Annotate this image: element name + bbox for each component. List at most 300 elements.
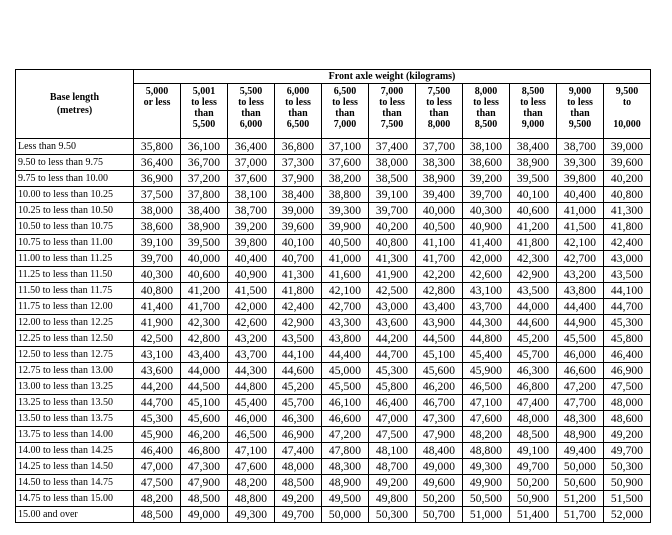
weight-range-end: 8,000 — [427, 119, 451, 130]
weight-value-cell: 45,900 — [134, 427, 181, 443]
weight-value-cell: 39,700 — [463, 187, 510, 203]
base-length-label: 9.50 to less than 9.75 — [16, 155, 134, 171]
weight-value-cell: 40,300 — [463, 203, 510, 219]
weight-value-cell: 38,300 — [416, 155, 463, 171]
table-body — [16, 139, 651, 523]
weight-value-cell: 45,600 — [181, 411, 228, 427]
weight-value-cell: 44,200 — [369, 331, 416, 347]
weight-value-cell: 48,200 — [134, 491, 181, 507]
weight-value-cell: 41,200 — [181, 283, 228, 299]
weight-range-start: 9,500 — [615, 86, 639, 97]
weight-range-connector: to less — [191, 97, 217, 108]
weight-value-cell: 37,500 — [134, 187, 181, 203]
table-row — [16, 491, 651, 507]
weight-value-cell: 42,300 — [181, 315, 228, 331]
weight-range-connector: to less — [567, 97, 593, 108]
weight-value-cell: 42,500 — [369, 283, 416, 299]
weight-value-cell: 48,900 — [322, 475, 369, 491]
weight-value-cell: 48,800 — [228, 491, 275, 507]
weight-range-connector: to less — [379, 97, 405, 108]
weight-value-cell: 40,400 — [557, 187, 604, 203]
weight-value-cell: 38,600 — [463, 155, 510, 171]
weight-value-cell: 44,400 — [322, 347, 369, 363]
weight-value-cell: 47,900 — [416, 427, 463, 443]
axle-weight-table — [15, 69, 651, 523]
weight-value-cell: 48,900 — [557, 427, 604, 443]
weight-value-cell: 48,000 — [275, 459, 322, 475]
weight-value-cell: 39,300 — [322, 203, 369, 219]
weight-range-connector: than — [335, 108, 355, 119]
weight-value-cell: 41,300 — [275, 267, 322, 283]
weight-value-cell: 47,700 — [557, 395, 604, 411]
weight-value-cell: 43,000 — [604, 251, 651, 267]
table-row — [16, 507, 651, 523]
weight-value-cell: 44,500 — [181, 379, 228, 395]
weight-value-cell: 37,300 — [275, 155, 322, 171]
weight-value-cell: 49,600 — [416, 475, 463, 491]
weight-range-start: 5,500 — [239, 86, 263, 97]
base-length-label: 12.00 to less than 12.25 — [16, 315, 134, 331]
table-row — [16, 395, 651, 411]
weight-range-start: 7,000 — [380, 86, 404, 97]
weight-value-cell: 36,700 — [181, 155, 228, 171]
weight-value-cell: 50,200 — [510, 475, 557, 491]
weight-value-cell: 47,800 — [322, 443, 369, 459]
weight-value-cell: 46,300 — [275, 411, 322, 427]
base-length-label: 12.25 to less than 12.50 — [16, 331, 134, 347]
weight-value-cell: 39,500 — [510, 171, 557, 187]
base-length-label: 13.50 to less than 13.75 — [16, 411, 134, 427]
weight-value-cell: 48,300 — [322, 459, 369, 475]
weight-value-cell: 49,500 — [322, 491, 369, 507]
weight-value-cell: 42,300 — [510, 251, 557, 267]
weight-value-cell: 40,600 — [181, 267, 228, 283]
weight-value-cell: 40,100 — [275, 235, 322, 251]
weight-value-cell: 43,200 — [228, 331, 275, 347]
weight-value-cell: 41,700 — [416, 251, 463, 267]
weight-value-cell: 39,900 — [322, 219, 369, 235]
weight-value-cell: 41,500 — [557, 219, 604, 235]
weight-value-cell: 37,200 — [181, 171, 228, 187]
weight-range-end: 7,500 — [380, 119, 404, 130]
weight-range-end: 6,000 — [239, 119, 263, 130]
weight-value-cell: 39,200 — [463, 171, 510, 187]
weight-value-cell: 41,600 — [322, 267, 369, 283]
weight-range-column-header — [228, 84, 275, 139]
weight-value-cell: 47,100 — [228, 443, 275, 459]
weight-value-cell: 49,300 — [463, 459, 510, 475]
weight-value-cell: 51,200 — [557, 491, 604, 507]
weight-value-cell: 38,800 — [322, 187, 369, 203]
weight-value-cell: 39,500 — [181, 235, 228, 251]
weight-value-cell: 47,100 — [463, 395, 510, 411]
weight-value-cell: 44,900 — [557, 315, 604, 331]
weight-value-cell: 41,200 — [510, 219, 557, 235]
weight-value-cell: 47,000 — [134, 459, 181, 475]
weight-value-cell: 48,700 — [369, 459, 416, 475]
weight-value-cell: 35,800 — [134, 139, 181, 155]
weight-value-cell: 41,300 — [369, 251, 416, 267]
weight-value-cell: 44,100 — [275, 347, 322, 363]
table-row — [16, 475, 651, 491]
weight-range-column-header — [275, 84, 322, 139]
weight-value-cell: 42,900 — [275, 315, 322, 331]
weight-range-end: 9,500 — [568, 119, 592, 130]
base-length-label: 13.00 to less than 13.25 — [16, 379, 134, 395]
weight-value-cell: 48,200 — [463, 427, 510, 443]
base-length-label: 10.50 to less than 10.75 — [16, 219, 134, 235]
weight-value-cell: 50,000 — [557, 459, 604, 475]
weight-value-cell: 40,500 — [322, 235, 369, 251]
weight-range-connector: or less — [143, 97, 171, 108]
weight-value-cell: 42,100 — [557, 235, 604, 251]
weight-value-cell: 46,400 — [134, 443, 181, 459]
weight-value-cell: 42,700 — [557, 251, 604, 267]
weight-value-cell: 39,000 — [604, 139, 651, 155]
base-length-label: 12.75 to less than 13.00 — [16, 363, 134, 379]
weight-value-cell: 50,000 — [322, 507, 369, 523]
weight-value-cell: 43,700 — [228, 347, 275, 363]
weight-value-cell: 43,200 — [557, 267, 604, 283]
weight-value-cell: 41,300 — [604, 203, 651, 219]
weight-value-cell: 40,000 — [416, 203, 463, 219]
weight-value-cell: 50,600 — [557, 475, 604, 491]
weight-value-cell: 47,200 — [322, 427, 369, 443]
weight-value-cell: 45,600 — [416, 363, 463, 379]
weight-value-cell: 49,200 — [369, 475, 416, 491]
weight-range-end: 9,000 — [521, 119, 545, 130]
weight-value-cell: 44,000 — [510, 299, 557, 315]
weight-range-end: 8,500 — [474, 119, 498, 130]
base-length-label: 10.75 to less than 11.00 — [16, 235, 134, 251]
weight-value-cell: 46,400 — [369, 395, 416, 411]
weight-value-cell: 36,900 — [134, 171, 181, 187]
weight-range-end: 7,000 — [333, 119, 357, 130]
weight-value-cell: 49,800 — [369, 491, 416, 507]
weight-value-cell: 43,100 — [463, 283, 510, 299]
table-row — [16, 363, 651, 379]
weight-value-cell: 38,700 — [557, 139, 604, 155]
weight-range-connector: to less — [238, 97, 264, 108]
base-length-header — [16, 70, 134, 139]
table-row — [16, 299, 651, 315]
table-row — [16, 443, 651, 459]
weight-value-cell: 45,300 — [604, 315, 651, 331]
weight-range-start: 9,000 — [568, 86, 592, 97]
weight-value-cell: 40,100 — [510, 187, 557, 203]
weight-range-connector: to — [622, 97, 632, 108]
weight-value-cell: 49,100 — [510, 443, 557, 459]
weight-range-connector: to less — [520, 97, 546, 108]
weight-value-cell: 49,200 — [604, 427, 651, 443]
weight-value-cell: 51,700 — [557, 507, 604, 523]
weight-range-column-header — [557, 84, 604, 139]
weight-value-cell: 47,400 — [275, 443, 322, 459]
base-length-unit-line: (metres) — [56, 105, 93, 116]
weight-value-cell: 50,300 — [604, 459, 651, 475]
weight-value-cell: 50,500 — [463, 491, 510, 507]
weight-value-cell: 37,100 — [322, 139, 369, 155]
weight-value-cell: 49,200 — [275, 491, 322, 507]
weight-value-cell: 38,400 — [181, 203, 228, 219]
weight-value-cell: 44,700 — [604, 299, 651, 315]
weight-value-cell: 46,600 — [557, 363, 604, 379]
weight-range-connector: than — [382, 108, 402, 119]
weight-value-cell: 39,600 — [604, 155, 651, 171]
weight-value-cell: 44,000 — [181, 363, 228, 379]
weight-value-cell: 47,600 — [463, 411, 510, 427]
weight-value-cell: 50,300 — [369, 507, 416, 523]
weight-value-cell: 40,700 — [275, 251, 322, 267]
weight-value-cell: 37,800 — [181, 187, 228, 203]
weight-value-cell: 41,800 — [510, 235, 557, 251]
weight-value-cell: 43,500 — [604, 267, 651, 283]
weight-value-cell: 49,400 — [557, 443, 604, 459]
weight-value-cell: 46,500 — [228, 427, 275, 443]
weight-value-cell: 38,900 — [181, 219, 228, 235]
weight-value-cell: 43,400 — [181, 347, 228, 363]
weight-value-cell: 44,600 — [510, 315, 557, 331]
table-row — [16, 283, 651, 299]
weight-range-connector: to less — [285, 97, 311, 108]
weight-value-cell: 45,500 — [557, 331, 604, 347]
weight-value-cell: 37,900 — [275, 171, 322, 187]
weight-value-cell: 41,900 — [134, 315, 181, 331]
table-row — [16, 171, 651, 187]
weight-value-cell: 40,200 — [604, 171, 651, 187]
base-length-label: 10.25 to less than 10.50 — [16, 203, 134, 219]
table-row — [16, 203, 651, 219]
weight-value-cell: 45,500 — [322, 379, 369, 395]
weight-value-cell: 45,700 — [510, 347, 557, 363]
weight-value-cell: 44,300 — [463, 315, 510, 331]
weight-value-cell: 37,600 — [228, 171, 275, 187]
weight-value-cell: 47,600 — [228, 459, 275, 475]
weight-range-start: 7,500 — [427, 86, 451, 97]
weight-value-cell: 41,500 — [228, 283, 275, 299]
weight-value-cell: 38,700 — [228, 203, 275, 219]
weight-value-cell: 42,400 — [604, 235, 651, 251]
weight-value-cell: 37,600 — [322, 155, 369, 171]
weight-value-cell: 48,000 — [604, 395, 651, 411]
weight-range-column-header — [369, 84, 416, 139]
weight-value-cell: 44,500 — [416, 331, 463, 347]
weight-value-cell: 50,900 — [510, 491, 557, 507]
weight-value-cell: 49,000 — [416, 459, 463, 475]
weight-value-cell: 39,000 — [275, 203, 322, 219]
weight-range-connector: than — [194, 108, 214, 119]
table-row — [16, 427, 651, 443]
weight-value-cell: 38,500 — [369, 171, 416, 187]
weight-value-cell: 49,300 — [228, 507, 275, 523]
weight-value-cell: 42,600 — [463, 267, 510, 283]
weight-value-cell: 42,800 — [181, 331, 228, 347]
weight-value-cell: 41,100 — [416, 235, 463, 251]
weight-range-start: 6,500 — [333, 86, 357, 97]
weight-value-cell: 43,300 — [322, 315, 369, 331]
weight-value-cell: 51,000 — [463, 507, 510, 523]
weight-value-cell: 42,000 — [228, 299, 275, 315]
weight-range-column-header — [463, 84, 510, 139]
table-row — [16, 187, 651, 203]
weight-value-cell: 45,300 — [134, 411, 181, 427]
base-length-label: 14.50 to less than 14.75 — [16, 475, 134, 491]
weight-value-cell: 44,700 — [369, 347, 416, 363]
weight-range-connector: to less — [332, 97, 358, 108]
front-axle-weight-header: Front axle weight (kilograms) — [134, 70, 651, 84]
weight-value-cell: 45,800 — [369, 379, 416, 395]
weight-range-connector: than — [570, 108, 590, 119]
weight-range-start: 8,500 — [521, 86, 545, 97]
weight-value-cell: 38,600 — [134, 219, 181, 235]
weight-value-cell: 39,400 — [416, 187, 463, 203]
weight-value-cell: 45,100 — [416, 347, 463, 363]
weight-value-cell: 48,300 — [557, 411, 604, 427]
base-length-label: Less than 9.50 — [16, 139, 134, 155]
weight-value-cell: 43,000 — [369, 299, 416, 315]
base-length-label: 12.50 to less than 12.75 — [16, 347, 134, 363]
weight-value-cell: 50,900 — [604, 475, 651, 491]
weight-value-cell: 39,700 — [134, 251, 181, 267]
weight-range-column-header — [416, 84, 463, 139]
weight-value-cell: 45,400 — [228, 395, 275, 411]
weight-range-connector: than — [241, 108, 261, 119]
weight-value-cell: 41,900 — [369, 267, 416, 283]
weight-value-cell: 42,200 — [416, 267, 463, 283]
weight-value-cell: 40,900 — [463, 219, 510, 235]
weight-range-connector: than — [288, 108, 308, 119]
table-row — [16, 155, 651, 171]
weight-value-cell: 44,600 — [275, 363, 322, 379]
base-length-label: 11.00 to less than 11.25 — [16, 251, 134, 267]
weight-value-cell: 40,500 — [416, 219, 463, 235]
weight-value-cell: 42,000 — [463, 251, 510, 267]
weight-range-end: 5,500 — [192, 119, 216, 130]
weight-value-cell: 48,500 — [275, 475, 322, 491]
base-length-label: 14.00 to less than 14.25 — [16, 443, 134, 459]
weight-value-cell: 42,800 — [416, 283, 463, 299]
weight-value-cell: 38,200 — [322, 171, 369, 187]
weight-value-cell: 46,700 — [416, 395, 463, 411]
weight-value-cell: 46,800 — [510, 379, 557, 395]
weight-value-cell: 47,500 — [369, 427, 416, 443]
weight-value-cell: 43,400 — [416, 299, 463, 315]
weight-range-column-header — [181, 84, 228, 139]
weight-value-cell: 40,900 — [228, 267, 275, 283]
weight-value-cell: 39,200 — [228, 219, 275, 235]
weight-range-column-header — [510, 84, 557, 139]
weight-value-cell: 38,900 — [510, 155, 557, 171]
weight-value-cell: 42,500 — [134, 331, 181, 347]
weight-value-cell: 40,800 — [604, 187, 651, 203]
weight-range-connector: to less — [426, 97, 452, 108]
weight-value-cell: 47,000 — [369, 411, 416, 427]
base-length-label: 10.00 to less than 10.25 — [16, 187, 134, 203]
weight-range-column-header — [604, 84, 651, 139]
table-row — [16, 379, 651, 395]
table-row — [16, 459, 651, 475]
base-length-label: 13.25 to less than 13.50 — [16, 395, 134, 411]
weight-value-cell: 39,800 — [557, 171, 604, 187]
weight-value-cell: 48,500 — [510, 427, 557, 443]
weight-value-cell: 42,400 — [275, 299, 322, 315]
table-row — [16, 267, 651, 283]
weight-value-cell: 43,500 — [275, 331, 322, 347]
weight-value-cell: 39,700 — [369, 203, 416, 219]
weight-value-cell: 41,400 — [463, 235, 510, 251]
weight-range-start: 5,000 — [145, 86, 169, 97]
weight-value-cell: 43,700 — [463, 299, 510, 315]
weight-value-cell: 50,200 — [416, 491, 463, 507]
base-length-label: 13.75 to less than 14.00 — [16, 427, 134, 443]
weight-value-cell: 46,000 — [557, 347, 604, 363]
weight-value-cell: 46,200 — [416, 379, 463, 395]
weight-value-cell: 45,300 — [369, 363, 416, 379]
weight-value-cell: 48,500 — [181, 491, 228, 507]
base-length-label: 11.75 to less than 12.00 — [16, 299, 134, 315]
weight-value-cell: 40,200 — [369, 219, 416, 235]
weight-value-cell: 40,400 — [228, 251, 275, 267]
weight-value-cell: 41,800 — [604, 219, 651, 235]
weight-value-cell: 43,600 — [134, 363, 181, 379]
weight-value-cell: 46,100 — [322, 395, 369, 411]
weight-value-cell: 46,600 — [322, 411, 369, 427]
weight-value-cell: 45,700 — [275, 395, 322, 411]
weight-value-cell: 39,800 — [228, 235, 275, 251]
weight-value-cell: 46,900 — [604, 363, 651, 379]
weight-value-cell: 51,400 — [510, 507, 557, 523]
weight-value-cell: 38,400 — [510, 139, 557, 155]
weight-value-cell: 48,400 — [416, 443, 463, 459]
weight-value-cell: 40,800 — [134, 283, 181, 299]
weight-value-cell: 38,100 — [228, 187, 275, 203]
weight-value-cell: 44,400 — [557, 299, 604, 315]
weight-value-cell: 38,000 — [369, 155, 416, 171]
weight-value-cell: 36,400 — [228, 139, 275, 155]
weight-value-cell: 43,500 — [510, 283, 557, 299]
weight-value-cell: 42,100 — [322, 283, 369, 299]
table-row — [16, 347, 651, 363]
weight-value-cell: 47,400 — [510, 395, 557, 411]
weight-value-cell: 45,900 — [463, 363, 510, 379]
base-length-header-line: Base length — [49, 92, 100, 103]
weight-value-cell: 37,700 — [416, 139, 463, 155]
base-length-label: 11.25 to less than 11.50 — [16, 267, 134, 283]
weight-value-cell: 42,700 — [322, 299, 369, 315]
weight-value-cell: 44,800 — [463, 331, 510, 347]
table-row — [16, 251, 651, 267]
weight-value-cell: 39,100 — [134, 235, 181, 251]
weight-value-cell: 41,000 — [322, 251, 369, 267]
weight-value-cell: 48,600 — [604, 411, 651, 427]
weight-range-start: 5,001 — [192, 86, 216, 97]
weight-value-cell: 49,000 — [181, 507, 228, 523]
weight-value-cell: 47,300 — [181, 459, 228, 475]
weight-value-cell: 37,400 — [369, 139, 416, 155]
weight-range-column-header — [134, 84, 181, 139]
weight-value-cell: 46,400 — [604, 347, 651, 363]
weight-value-cell: 46,300 — [510, 363, 557, 379]
weight-value-cell: 43,800 — [557, 283, 604, 299]
table-row — [16, 411, 651, 427]
weight-value-cell: 46,500 — [463, 379, 510, 395]
weight-value-cell: 39,300 — [557, 155, 604, 171]
weight-value-cell: 38,900 — [416, 171, 463, 187]
weight-value-cell: 44,800 — [228, 379, 275, 395]
weight-value-cell: 36,800 — [275, 139, 322, 155]
weight-value-cell: 45,200 — [275, 379, 322, 395]
weight-range-start: 6,000 — [286, 86, 310, 97]
